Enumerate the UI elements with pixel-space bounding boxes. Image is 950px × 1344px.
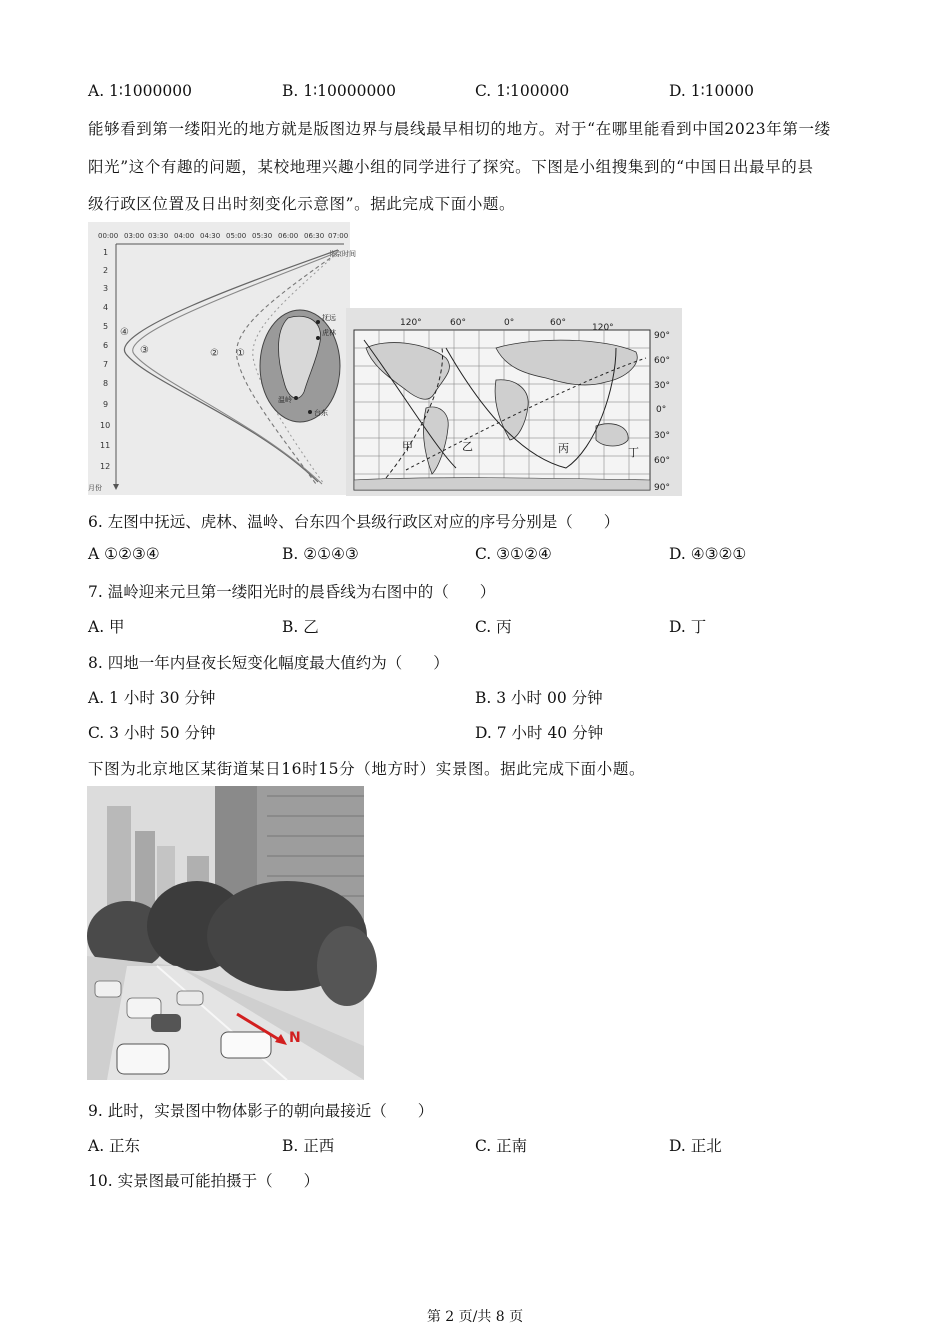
line-label-yi: 乙 xyxy=(462,440,473,453)
intro-paragraph-line-2: 阳光”这个有趣的问题，某校地理兴趣小组的同学进行了探究。下图是小组搜集到的“中国日出最早的县 xyxy=(88,158,814,176)
lon-tick: 0° xyxy=(504,318,515,328)
time-tick: 00:00 xyxy=(98,232,119,240)
q9-option-b: B. 正西 xyxy=(282,1137,335,1155)
time-tick: 04:30 xyxy=(200,232,221,240)
month-tick: 12 xyxy=(100,462,111,471)
intro-paragraph-2: 下图为北京地区某街道某日16时15分（地方时）实景图。据此完成下面小题。 xyxy=(88,760,646,778)
curve-label-4: ④ xyxy=(120,327,129,338)
time-tick: 05:30 xyxy=(252,232,273,240)
map-label-wenling: 温岭 xyxy=(278,396,292,404)
intro-paragraph-line-1: 能够看到第一缕阳光的地方就是版图边界与晨线最早相切的地方。对于“在哪里能看到中国2023年第一缕 xyxy=(88,120,831,138)
month-tick: 10 xyxy=(100,421,111,430)
time-tick: 06:00 xyxy=(278,232,299,240)
q9-option-a: A. 正东 xyxy=(88,1137,141,1155)
month-tick: 2 xyxy=(103,266,109,275)
lon-tick: 60° xyxy=(450,318,466,328)
lat-tick: 30° xyxy=(654,431,670,441)
lat-tick: 90° xyxy=(654,331,670,341)
lat-tick: 60° xyxy=(654,356,670,366)
lon-tick: 120° xyxy=(592,323,614,333)
lat-tick: 60° xyxy=(654,456,670,466)
map-label-taidong: 台东 xyxy=(314,409,328,417)
line-label-bing: 丙 xyxy=(558,442,569,455)
month-tick: 6 xyxy=(103,341,109,350)
month-tick: 3 xyxy=(103,284,109,293)
time-tick: 05:00 xyxy=(226,232,247,240)
question-6: 6. 左图中抚远、虎林、温岭、台东四个县级行政区对应的序号分别是（ ） xyxy=(88,513,620,531)
month-tick: 9 xyxy=(103,400,109,409)
q6-option-d: D. ④③②① xyxy=(669,545,747,563)
time-tick: 03:30 xyxy=(148,232,169,240)
q8-option-c: C. 3 小时 50 分钟 xyxy=(88,724,216,742)
q7-option-c: C. 丙 xyxy=(475,618,512,636)
world-map-terminator-figure xyxy=(346,308,682,496)
question-8: 8. 四地一年内昼夜长短变化幅度最大值约为（ ） xyxy=(88,654,449,672)
line-label-ding: 丁 xyxy=(628,446,639,459)
q7-option-b: B. 乙 xyxy=(282,618,319,636)
time-tick: 03:00 xyxy=(124,232,145,240)
q9-option-d: D. 正北 xyxy=(669,1137,722,1155)
curve-label-2: ② xyxy=(210,348,219,359)
time-axis-label: 北京时间 xyxy=(328,250,356,258)
question-9: 9. 此时，实景图中物体影子的朝向最接近（ ） xyxy=(88,1102,434,1120)
q6-option-c: C. ③①②④ xyxy=(475,545,552,563)
month-tick: 4 xyxy=(103,303,109,312)
q7-option-a: A. 甲 xyxy=(88,618,125,636)
map-label-hulin: 虎林 xyxy=(322,329,336,337)
q6-option-a: A ①②③④ xyxy=(88,545,160,563)
q5-option-b: B. 1∶10000000 xyxy=(282,82,397,100)
curve-label-1: ① xyxy=(236,348,245,359)
q8-option-b: B. 3 小时 00 分钟 xyxy=(475,689,603,707)
time-tick: 06:30 xyxy=(304,232,325,240)
month-tick: 11 xyxy=(100,441,111,450)
north-arrow-label: N xyxy=(289,1030,301,1046)
intro-paragraph-line-3: 级行政区位置及日出时刻变化示意图”。据此完成下面小题。 xyxy=(88,195,516,213)
sunrise-time-figure xyxy=(88,222,356,495)
lat-tick: 90° xyxy=(654,483,670,493)
lat-tick: 0° xyxy=(656,405,667,415)
month-tick: 7 xyxy=(103,360,109,369)
time-tick: 04:00 xyxy=(174,232,195,240)
curve-label-3: ③ xyxy=(140,345,149,356)
lon-tick: 120° xyxy=(400,318,422,328)
page-footer: 第 2 页/共 8 页 xyxy=(426,1309,524,1325)
q7-option-d: D. 丁 xyxy=(669,618,707,636)
question-7: 7. 温岭迎来元旦第一缕阳光时的晨昏线为右图中的（ ） xyxy=(88,583,496,601)
map-label-fuyuan: 抚远 xyxy=(322,314,336,322)
q6-option-b: B. ②①④③ xyxy=(282,545,359,563)
question-10: 10. 实景图最可能拍摄于（ ） xyxy=(88,1172,320,1190)
month-tick: 8 xyxy=(103,379,109,388)
q5-option-a: A. 1∶1000000 xyxy=(88,82,192,100)
q5-option-c: C. 1∶100000 xyxy=(475,82,570,100)
q8-option-a: A. 1 小时 30 分钟 xyxy=(88,689,216,707)
lat-tick: 30° xyxy=(654,381,670,391)
q5-option-d: D. 1∶10000 xyxy=(669,82,754,100)
q9-option-c: C. 正南 xyxy=(475,1137,528,1155)
month-tick: 1 xyxy=(103,248,109,257)
line-label-jia: 甲 xyxy=(402,440,413,453)
street-photo xyxy=(87,786,364,1080)
time-tick: 07:00 xyxy=(328,232,349,240)
month-axis-label: 月份 xyxy=(88,484,102,492)
lon-tick: 60° xyxy=(550,318,566,328)
q8-option-d: D. 7 小时 40 分钟 xyxy=(475,724,604,742)
month-tick: 5 xyxy=(103,322,109,331)
